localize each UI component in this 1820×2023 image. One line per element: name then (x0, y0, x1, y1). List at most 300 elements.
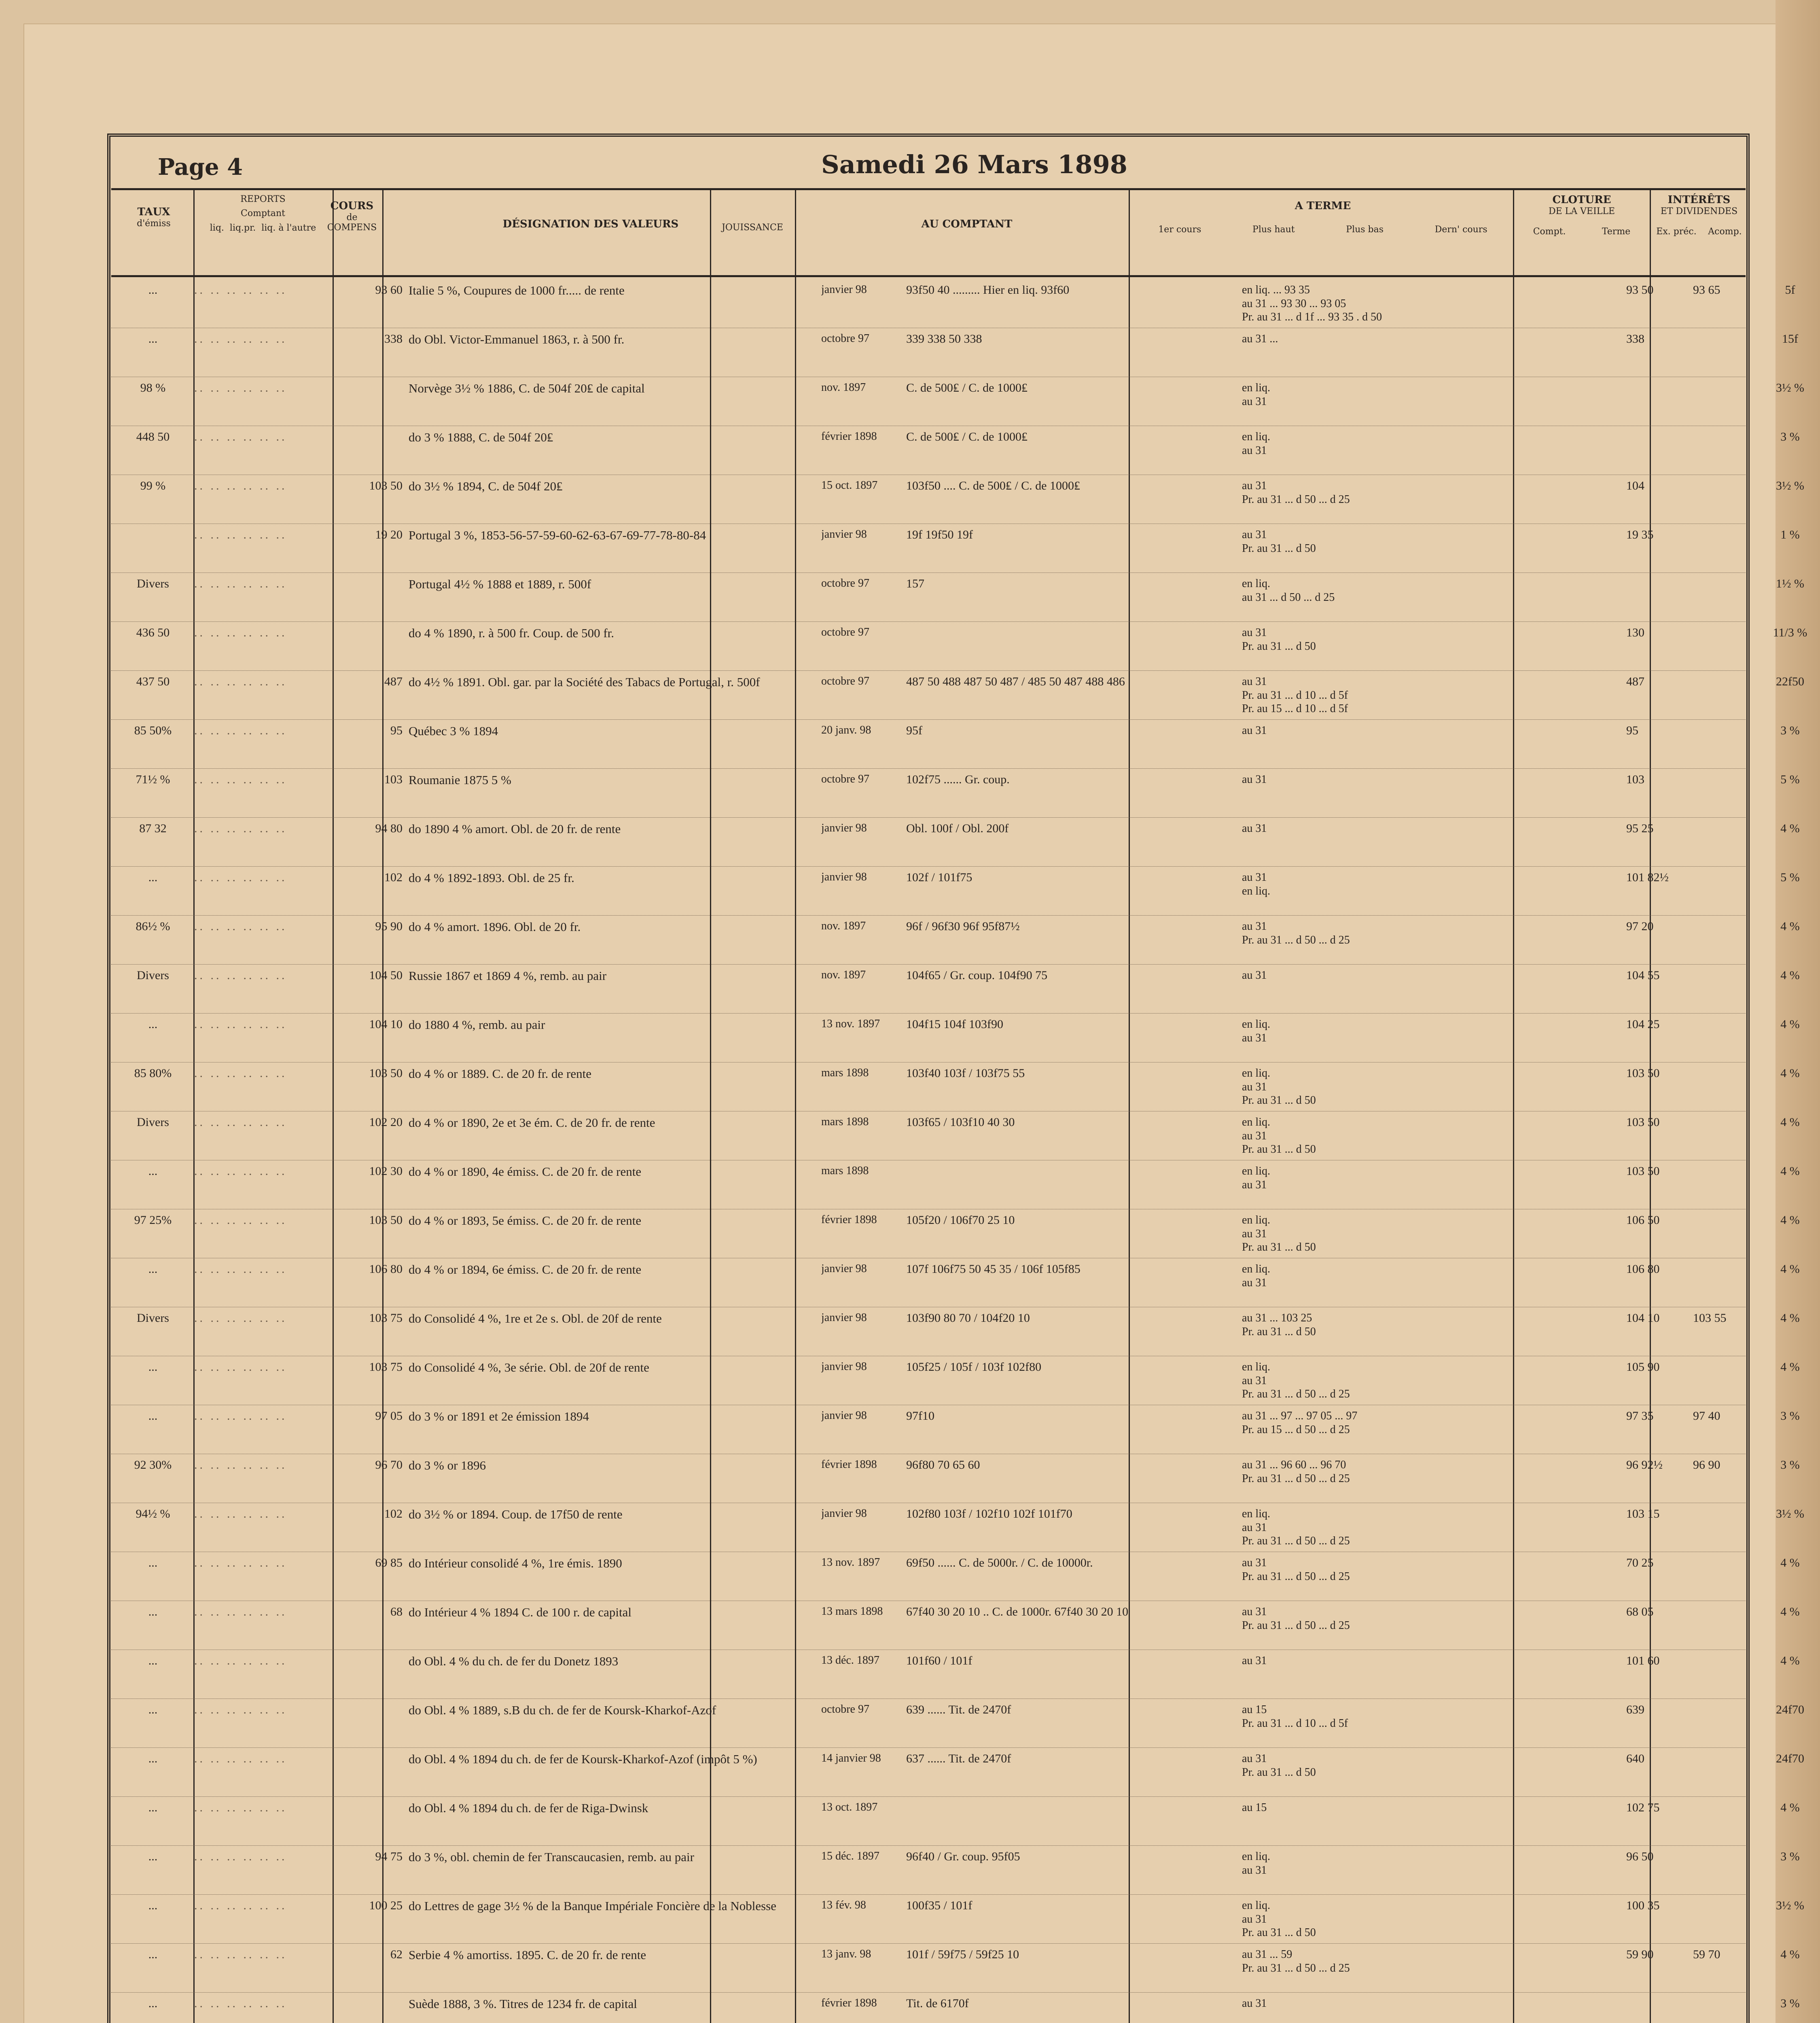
taux-cell: ... (148, 1409, 158, 1423)
terme-line: Pr. au 31 ... d 50 (1242, 1094, 1316, 1107)
a-terme-cell (1242, 1458, 1622, 1485)
terme-line: en liq. (1242, 1263, 1270, 1275)
interets-cell: 4 % (1780, 1311, 1800, 1325)
terme-line: au 31 (1242, 1913, 1267, 1925)
reports-dots: .. .. .. .. .. .. (194, 1213, 287, 1227)
a-terme-cell (1242, 969, 1622, 982)
taux-cell: 85 80% (134, 1067, 172, 1080)
cloture-compt-cell: 103 50 (1626, 1067, 1660, 1080)
interets-cell: 5 % (1780, 871, 1800, 884)
interets-cell: 4 % (1780, 920, 1800, 933)
designation-cell: do 4 % 1890, r. à 500 fr. Coup. de 500 fr. (409, 626, 614, 640)
premier-cours-label: 1er cours (1158, 224, 1201, 235)
a-terme-cell (1242, 430, 1622, 457)
jouissance-cell: février 1898 (821, 430, 877, 443)
reports-label: REPORTS (240, 194, 286, 204)
table-row (111, 1209, 1800, 1258)
cours-compens-cell: 103 50 (369, 1067, 403, 1080)
terme-line: en liq. (1242, 1214, 1270, 1226)
a-terme-cell (1242, 1213, 1622, 1254)
designation-cell: Portugal 4½ % 1888 et 1889, r. 500f (409, 577, 591, 591)
cloture-compt-cell: 103 (1626, 773, 1644, 786)
a-terme-cell (1242, 479, 1622, 506)
table-row (111, 1307, 1800, 1356)
jouissance-cell: 13 nov. 1897 (821, 1556, 880, 1569)
interets-cell: 4 % (1780, 1018, 1800, 1031)
taux-cell: 98 % (140, 381, 166, 394)
jouissance-cell: 13 nov. 1897 (821, 1018, 880, 1030)
reports-dots: .. .. .. .. .. .. (194, 920, 287, 933)
table-row (111, 1552, 1800, 1601)
au-comptant-cell: 97f10 (906, 1409, 934, 1423)
au-comptant-cell: 105f20 / 106f70 25 10 (906, 1213, 1015, 1227)
cloture-compt-cell: 639 (1626, 1703, 1644, 1716)
au-comptant-cell: 102f75 ...... Gr. coup. (906, 773, 1010, 786)
a-terme-cell (1242, 822, 1622, 835)
table-row (111, 1405, 1800, 1454)
taux-label: TAUX (137, 206, 170, 218)
terme-line: au 15 (1242, 1801, 1267, 1814)
interets-cell: 4 % (1780, 1556, 1800, 1569)
terme-line: Pr. au 31 ... d 50 ... d 25 (1242, 1472, 1350, 1485)
cloture-compt-cell: 105 90 (1626, 1360, 1660, 1374)
designation-cell: do 3 % or 1896 (409, 1458, 486, 1472)
cours-compens-cell: 103 50 (369, 1213, 403, 1227)
header-rule-bottom (111, 275, 1746, 277)
table-row (111, 769, 1800, 818)
a-terme-cell (1242, 1115, 1622, 1156)
reports-dots: .. .. .. .. .. .. (194, 479, 287, 492)
au-comptant-cell: 105f25 / 105f / 103f 102f80 (906, 1360, 1042, 1374)
page-edge (1776, 0, 1820, 2023)
et-dividendes-label: ET DIVIDENDES (1660, 206, 1738, 216)
cloture-compt-cell: 338 (1626, 332, 1644, 346)
table-row (111, 1797, 1800, 1846)
jouissance-cell: janvier 98 (821, 871, 867, 883)
terme-line: au 31 (1242, 1080, 1267, 1093)
terme-line: en liq. (1242, 1067, 1270, 1079)
table-row (111, 475, 1804, 524)
designation-cell: do 4 % or 1890, 4e émiss. C. de 20 fr. de rente (409, 1164, 642, 1179)
terme-line: au 31 ... 97 ... 97 05 ... 97 (1242, 1410, 1358, 1422)
designation-cell: Roumanie 1875 5 % (409, 773, 511, 787)
a-terme-cell (1242, 283, 1622, 324)
interets-cell: 1 % (1780, 528, 1800, 541)
interets-cell: 4 % (1780, 822, 1800, 835)
cours-compens-cell: 102 20 (369, 1115, 403, 1129)
au-comptant-cell: 103f40 103f / 103f75 55 (906, 1067, 1025, 1080)
a-terme-cell (1242, 1801, 1622, 1815)
jouissance-cell: février 1898 (821, 1997, 877, 2009)
terme-line: au 15 (1242, 1703, 1267, 1716)
terme-line: Pr. au 15 ... d 10 ... d 5f (1242, 702, 1348, 715)
cloture-terme-label: Terme (1602, 227, 1631, 237)
col-header-interets (1651, 194, 1748, 237)
taux-cell: Divers (137, 1311, 169, 1325)
cours-label: COURS (330, 200, 374, 212)
terme-line: en liq. (1242, 1116, 1270, 1128)
interets-cell: 4 % (1780, 1360, 1800, 1374)
terme-line: en liq. (1242, 1508, 1270, 1520)
reports-dots: .. .. .. .. .. .. (194, 1703, 287, 1716)
designation-cell: do 3½ % or 1894. Coup. de 17f50 de rente (409, 1507, 623, 1521)
reports-dots: .. .. .. .. .. .. (194, 1507, 287, 1520)
cours-compens-cell: 96 70 (375, 1458, 403, 1472)
terme-line: en liq. (1242, 1850, 1270, 1863)
table-row (111, 1454, 1800, 1503)
reports-dots: .. .. .. .. .. .. (194, 528, 287, 541)
terme-line: Pr. au 31 ... d 50 (1242, 1241, 1316, 1254)
interets-cell: 4 % (1780, 969, 1800, 982)
cloture-compt-cell: 97 35 (1626, 1409, 1654, 1423)
a-terme-cell (1242, 1899, 1622, 1940)
au-comptant-cell: 104f15 104f 103f90 (906, 1018, 1003, 1031)
reports-dots: .. .. .. .. .. .. (194, 1409, 287, 1423)
interets-cell: 4 % (1780, 1164, 1800, 1178)
interets-cell: 4 % (1780, 1654, 1800, 1667)
cloture-compt-cell: 104 10 (1626, 1311, 1660, 1325)
terme-line: en liq. (1242, 430, 1270, 443)
terme-line: Pr. au 15 ... d 50 ... d 25 (1242, 1423, 1350, 1436)
terme-line: au 31 ... 59 (1242, 1948, 1292, 1961)
au-comptant-cell: 103f50 .... C. de 500₤ / C. de 1000₤ (906, 479, 1080, 492)
terme-line: Pr. au 31 ... d 50 (1242, 640, 1316, 653)
terme-line: au 31 (1242, 1864, 1267, 1877)
taux-cell: 99 % (140, 479, 166, 492)
jouissance-cell: janvier 98 (821, 1507, 867, 1520)
reports-dots: .. .. .. .. .. .. (194, 1801, 287, 1814)
reports-dots: .. .. .. .. .. .. (194, 1018, 287, 1031)
terme-line: Pr. au 31 ... d 50 ... d 25 (1242, 1619, 1350, 1632)
jouissance-cell: 13 fév. 98 (821, 1899, 866, 1911)
cloture-compt-cell: 96 50 (1626, 1850, 1654, 1863)
jouissance-cell: janvier 98 (821, 822, 867, 834)
reports-dots: .. .. .. .. .. .. (194, 1605, 287, 1618)
cours-compens-cell: 97 05 (375, 1409, 403, 1423)
cours-compens-cell: 104 50 (369, 969, 403, 982)
jouissance-cell: 14 janvier 98 (821, 1752, 881, 1764)
designation-cell: do Obl. 4 % 1894 du ch. de fer de Koursk-Kharkof-Azof (impôt 5 %) (409, 1752, 757, 1766)
taux-cell: ... (148, 1654, 158, 1667)
cours-compens-cell: 62 (390, 1948, 403, 1961)
cours-compens-cell: 94 80 (375, 822, 403, 835)
table-row (111, 1356, 1800, 1405)
terme-line: Pr. au 31 ... d 50 ... d 25 (1242, 1570, 1350, 1583)
table-row (111, 1258, 1800, 1307)
taux-cell: Divers (137, 969, 169, 982)
terme-line: au 31 ... 103 25 (1242, 1312, 1312, 1324)
reports-dots: .. .. .. .. .. .. (194, 1311, 287, 1325)
table-row (111, 1993, 1800, 2023)
table-row (111, 377, 1804, 426)
jouissance-cell: 13 oct. 1897 (821, 1801, 878, 1813)
designation-cell: do 4 % or 1889. C. de 20 fr. de rente (409, 1067, 591, 1081)
col-header-taux (115, 206, 192, 229)
cours-compens-cell: 103 50 (369, 479, 403, 492)
cloture-terme-cell: 59 70 (1693, 1948, 1720, 1961)
au-comptant-cell: 487 50 488 487 50 487 / 485 50 487 488 486 (906, 675, 1125, 688)
a-terme-cell (1242, 871, 1622, 898)
taux-cell: 436 50 (136, 626, 170, 639)
au-comptant-cell: 102f / 101f75 (906, 871, 973, 884)
a-terme-cell (1242, 1018, 1622, 1045)
a-terme-cell (1242, 1360, 1622, 1401)
dernier-cours-label: Dern' cours (1434, 224, 1487, 235)
table-row (111, 1062, 1800, 1111)
a-terme-cell (1242, 1507, 1622, 1548)
designation-cell: Québec 3 % 1894 (409, 724, 498, 738)
terme-line: en liq. (1242, 1165, 1270, 1177)
a-terme-label: A TERME (1295, 200, 1351, 212)
cours-compens-cell: 106 80 (369, 1262, 403, 1276)
cloture-compt-cell: 95 25 (1626, 822, 1654, 835)
a-terme-cell (1242, 1752, 1622, 1779)
plus-haut-label: Plus haut (1252, 224, 1295, 235)
terme-line: au 31 (1242, 773, 1267, 786)
terme-line: au 31 (1242, 675, 1267, 688)
cloture-compt-cell: 106 50 (1626, 1213, 1660, 1227)
interets-cell: 3 % (1780, 1997, 1800, 2010)
au-comptant-cell: 67f40 30 20 10 .. C. de 1000r. 67f40 30 20 10 (906, 1605, 1129, 1618)
au-comptant-cell: 96f80 70 65 60 (906, 1458, 980, 1472)
jouissance-cell: janvier 98 (821, 1311, 867, 1324)
interets-cell: 3½ % (1776, 1899, 1804, 1912)
interets-cell: 3 % (1780, 430, 1800, 443)
interets-cell: 4 % (1780, 1801, 1800, 1814)
a-terme-cell (1242, 1164, 1622, 1192)
reports-dots: .. .. .. .. .. .. (194, 626, 287, 639)
reports-dots: .. .. .. .. .. .. (194, 1164, 287, 1178)
terme-line: Pr. au 31 ... d 10 ... d 5f (1242, 1717, 1348, 1730)
au-comptant-cell: 96f / 96f30 96f 95f87½ (906, 920, 1020, 933)
cours-compens-cell: 19 20 (375, 528, 403, 541)
taux-cell: 437 50 (136, 675, 170, 688)
taux-cell: ... (148, 1801, 158, 1814)
interets-cell: 3 % (1780, 724, 1800, 737)
a-terme-cell (1242, 1409, 1622, 1436)
page-date: Samedi 26 Mars 1898 (821, 150, 1127, 179)
acomp-label: Acomp. (1708, 227, 1742, 237)
taux-cell: 86½ % (136, 920, 170, 933)
au-comptant-cell: 103f90 80 70 / 104f20 10 (906, 1311, 1030, 1325)
cloture-compt-cell: 93 50 (1626, 283, 1654, 297)
a-terme-cell (1242, 1948, 1622, 1975)
cloture-label: CLOTURE (1552, 194, 1611, 206)
taux-cell: 85 50% (134, 724, 172, 737)
interets-cell: 4 % (1780, 1262, 1800, 1276)
taux-cell: ... (148, 1164, 158, 1178)
designation-cell: do Obl. 4 % 1889, s.B du ch. de fer de Koursk-Kharkof-Azof (409, 1703, 716, 1717)
table-row (111, 867, 1800, 916)
interets-label: INTÉRÊTS (1667, 194, 1731, 206)
reports-dots: .. .. .. .. .. .. (194, 1850, 287, 1863)
taux-cell: ... (148, 1018, 158, 1031)
a-terme-cell (1242, 577, 1622, 604)
cloture-compt-label: Compt. (1533, 227, 1566, 237)
ex-prec-label: Ex. préc. (1656, 227, 1697, 237)
terme-line: en liq. (1242, 1018, 1270, 1031)
terme-line: Pr. au 31 ... d 50 ... d 25 (1242, 1535, 1350, 1548)
table-row (111, 573, 1804, 622)
terme-line: Pr. au 31 ... d 50 (1242, 1926, 1316, 1939)
reports-dots: .. .. .. .. .. .. (194, 430, 287, 443)
col-header-cloture (1515, 194, 1648, 237)
reports-dots: .. .. .. .. .. .. (194, 1360, 287, 1374)
terme-line: Pr. au 31 ... d 50 (1242, 1143, 1316, 1156)
au-comptant-cell: 95f (906, 724, 922, 737)
cloture-terme-cell: 97 40 (1693, 1409, 1720, 1423)
table-row (111, 1650, 1800, 1699)
cours-compens-cell: 103 75 (369, 1360, 403, 1374)
terme-line: au 31 (1242, 1276, 1267, 1289)
taux-cell: ... (148, 1752, 158, 1765)
designation-cell: do 1880 4 %, remb. au pair (409, 1018, 545, 1032)
terme-line: Pr. au 31 ... d 50 ... d 25 (1242, 1388, 1350, 1401)
au-comptant-cell: 102f80 103f / 102f10 102f 101f70 (906, 1507, 1072, 1520)
table-row (111, 671, 1804, 720)
designation-cell: do 3½ % 1894, C. de 504f 20₤ (409, 479, 563, 493)
taux-cell: ... (148, 1899, 158, 1912)
cours-compens-cell: 94 75 (375, 1850, 403, 1863)
designation-cell: Portugal 3 %, 1853-56-57-59-60-62-63-67-69-77-78-80-84 (409, 528, 706, 542)
jouissance-cell: 13 déc. 1897 (821, 1654, 879, 1667)
table-row (111, 524, 1800, 573)
interets-cell: 5 % (1780, 773, 1800, 786)
terme-line: au 31 (1242, 626, 1267, 639)
jouissance-cell: janvier 98 (821, 1262, 867, 1275)
au-comptant-cell: 339 338 50 338 (906, 332, 982, 346)
cloture-compt-cell: 103 50 (1626, 1115, 1660, 1129)
jouissance-cell: 15 oct. 1897 (821, 479, 878, 492)
au-comptant-cell: 103f65 / 103f10 40 30 (906, 1115, 1015, 1129)
terme-line: au 31 (1242, 395, 1267, 408)
a-terme-cell (1242, 626, 1622, 653)
taux-cell: ... (148, 1997, 158, 2010)
table-row (111, 328, 1798, 377)
cours-compens-cell: 93 60 (375, 283, 403, 297)
terme-line: en liq. (1242, 884, 1270, 897)
taux-cell: ... (148, 1850, 158, 1863)
au-comptant-cell: 101f / 59f75 / 59f25 10 (906, 1948, 1019, 1961)
taux-cell: ... (148, 332, 158, 346)
taux-cell: ... (148, 1605, 158, 1618)
terme-line: en liq. ... 93 35 (1242, 284, 1310, 296)
terme-line: au 31 (1242, 1605, 1267, 1618)
cloture-compt-cell: 104 (1626, 479, 1644, 492)
terme-line: au 31 (1242, 1997, 1267, 2010)
a-terme-cell (1242, 1703, 1622, 1730)
interets-cell: 3 % (1780, 1409, 1800, 1423)
col-header-reports (194, 194, 332, 233)
terme-line: en liq. (1242, 1899, 1270, 1912)
table-row (111, 818, 1800, 867)
cours-compens-cell: 103 (384, 773, 403, 786)
cours-compens-cell: 338 (384, 332, 403, 346)
jouissance-cell: février 1898 (821, 1458, 877, 1471)
terme-line: au 31 (1242, 969, 1267, 982)
taux-cell: ... (148, 1262, 158, 1276)
terme-line: au 31 (1242, 822, 1267, 835)
cours-compens-cell: 95 90 (375, 920, 403, 933)
designation-cell: do 3 % or 1891 et 2e émission 1894 (409, 1409, 589, 1423)
cloture-compt-cell: 101 60 (1626, 1654, 1660, 1667)
taux-cell: 71½ % (136, 773, 170, 786)
designation-cell: do 4 % amort. 1896. Obl. de 20 fr. (409, 920, 581, 934)
taux-cell: ... (148, 283, 158, 297)
cloture-compt-cell: 101 82½ (1626, 871, 1669, 884)
jouissance-cell: octobre 97 (821, 675, 869, 687)
cours-compens-cell: 104 10 (369, 1018, 403, 1031)
jouissance-cell: nov. 1897 (821, 381, 866, 394)
reports-dots: .. .. .. .. .. .. (194, 969, 287, 982)
cloture-compt-cell: 104 25 (1626, 1018, 1660, 1031)
table-row (111, 426, 1800, 475)
au-comptant-cell: Obl. 100f / Obl. 200f (906, 822, 1009, 835)
interets-cell: 4 % (1780, 1605, 1800, 1618)
au-comptant-cell: 157 (906, 577, 924, 590)
reports-liqpr-label: liq.pr. (229, 223, 256, 233)
au-comptant-cell: 104f65 / Gr. coup. 104f90 75 (906, 969, 1048, 982)
taux-cell: ... (148, 1703, 158, 1716)
terme-line: au 31 (1242, 1178, 1267, 1191)
col-header-cours (324, 200, 380, 233)
designation-cell: do Obl. Victor-Emmanuel 1863, r. à 500 fr. (409, 332, 625, 346)
jouissance-cell: mars 1898 (821, 1067, 869, 1079)
terme-line: au 31 (1242, 724, 1267, 737)
au-comptant-cell: 100f35 / 101f (906, 1899, 973, 1912)
cours-sub-label: de COMPENS (327, 212, 377, 233)
a-terme-cell (1242, 724, 1622, 738)
designation-cell: Russie 1867 et 1869 4 %, remb. au pair (409, 969, 607, 983)
terme-line: Pr. au 31 ... d 1f ... 93 35 . d 50 (1242, 311, 1382, 324)
interets-cell: 4 % (1780, 1067, 1800, 1080)
designation-cell: do 1890 4 % amort. Obl. de 20 fr. de rente (409, 822, 621, 836)
au-comptant-cell: C. de 500₤ / C. de 1000₤ (906, 430, 1028, 443)
cloture-terme-cell: 103 55 (1693, 1311, 1727, 1325)
terme-line: au 31 (1242, 1521, 1267, 1534)
designation-cell: do 3 %, obl. chemin de fer Transcaucasien, remb. au pair (409, 1850, 694, 1864)
table-row (111, 1944, 1800, 1993)
au-comptant-cell: 101f60 / 101f (906, 1654, 973, 1667)
terme-line: au 31 (1242, 1227, 1267, 1240)
cloture-compt-cell: 19 35 (1626, 528, 1654, 541)
a-terme-cell (1242, 332, 1622, 346)
interets-cell: 1½ % (1776, 577, 1804, 590)
taux-cell: ... (148, 1948, 158, 1961)
reports-dots: .. .. .. .. .. .. (194, 1556, 287, 1569)
cours-compens-cell: 103 75 (369, 1311, 403, 1325)
jouissance-cell: mars 1898 (821, 1115, 869, 1128)
col-header-au-comptant: AU COMPTANT (921, 218, 1013, 230)
taux-cell: ... (148, 1556, 158, 1569)
terme-line: en liq. (1242, 1361, 1270, 1373)
terme-line: au 31 (1242, 1752, 1267, 1765)
cloture-compt-cell: 103 15 (1626, 1507, 1660, 1520)
terme-line: au 31 (1242, 871, 1267, 884)
interets-cell: 4 % (1780, 1115, 1800, 1129)
terme-line: au 31 ... (1242, 333, 1278, 345)
jouissance-cell: janvier 98 (821, 1409, 867, 1422)
cloture-compt-cell: 487 (1626, 675, 1644, 688)
table-row (111, 1160, 1800, 1209)
header-rule-top (111, 188, 1746, 190)
terme-line: au 31 (1242, 479, 1267, 492)
cours-compens-cell: 95 (390, 724, 403, 737)
interets-cell: 4 % (1780, 1213, 1800, 1227)
au-comptant-cell: C. de 500₤ / C. de 1000₤ (906, 381, 1028, 394)
au-comptant-cell: 19f 19f50 19f (906, 528, 973, 541)
taux-cell: ... (148, 871, 158, 884)
